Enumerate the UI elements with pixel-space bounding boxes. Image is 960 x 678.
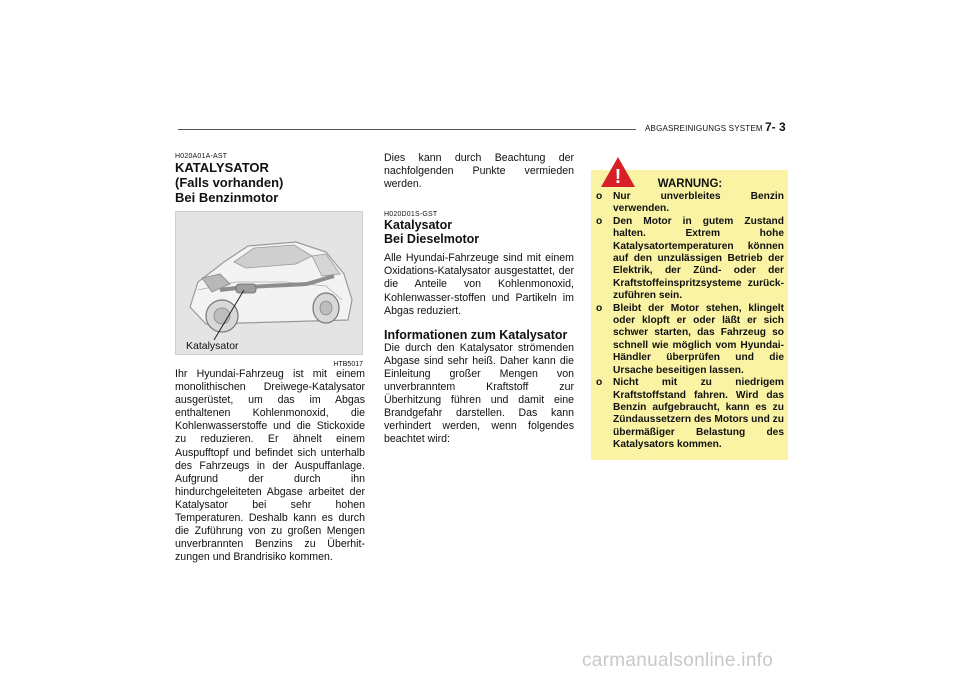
paragraph: Die durch den Katalysator strömenden Abgase sind sehr heiß. Daher kann die Einleitung großer Mengen von unverbranntem Kraftstoff zur Überhitzung führen und damit eine Brandgefahr darstellen. Das kann verhindert werden, wenn folgendes beachtet wird:: [384, 341, 574, 446]
bullet: o: [596, 191, 603, 202]
warning-item-text: Nicht mit zu niedrigem Kraftstoffstand fahren. Wird das Benzin aufgebraucht, kann es zu Zündaussetzern des Motors und zu übermäßiger Belastung des Katalysators kommen.: [613, 377, 784, 451]
section-header: ABGASREINIGUNGS SYSTEM: [645, 124, 763, 133]
title-line: Katalysator: [384, 218, 453, 233]
watermark: carmanualsonline.info: [582, 650, 774, 671]
warning-item: [596, 303, 784, 377]
bullet: o: [596, 377, 603, 389]
warning-box: [591, 170, 788, 460]
warning-item-text: Den Motor in gutem Zustand halten. Extrem hohe Katalysatortemperaturen können auf den unzulässigen Betrieb der Elektrik, der Zünd- oder der Kraftstoffeinspritzsysteme zurück-zuführen sein.: [613, 215, 784, 302]
icon-glyph: !: [614, 166, 622, 188]
warning-item-text: Nur unverbleites Benzin verwenden.: [613, 191, 784, 215]
image-label: Katalysator: [186, 340, 239, 352]
paragraph: Ihr Hyundai-Fahrzeug ist mit einem monolithischen Dreiwege-Katalysator ausgerüstet, um das im Abgas enthaltenen Kohlenmonoxid, die Kohlenwasserstoffe und die Stickoxide zu reduzieren. Er ähnelt einem Auspufftopf und befindet sich unterhalb des Fahrzeugs in der Auspuffanlage. Aufgrund der durch ihn hindurchgeleiteten Abgase arbeitet der Katalysator bei sehr hohen Temperaturen. Deshalb kann es durch die Zuführung von zu großen Mengen unverbrannten Benzins zu Überhit-zungen und Brandrisiko kommen.: [175, 368, 365, 564]
title-line: KATALYSATOR: [175, 160, 269, 175]
section-title: [175, 160, 365, 205]
warning-item-text: Bleibt der Motor stehen, klingelt oder klopft er oder läßt er sich schwer starten, das Fahrzeug so schnell wie möglich vom Hyundai-Händler überprüfen und die Ursache beseitigen lassen.: [613, 302, 784, 376]
section-title: [384, 218, 574, 246]
bullet: o: [596, 215, 603, 227]
header-rule: [178, 129, 636, 130]
column-middle: [384, 152, 574, 447]
subtitle: Informationen zum Katalysator: [384, 327, 568, 342]
intro-paragraph: Dies kann durch Beachtung der nachfolgenden Punkte vermieden werden.: [384, 152, 574, 191]
warning-item: [596, 191, 784, 216]
title-line: Bei Dieselmotor: [384, 232, 480, 247]
image-code: HTB5017: [333, 361, 363, 368]
page-number: 7- 3: [765, 120, 786, 134]
car-illustration: [175, 211, 363, 368]
title-line: (Falls vorhanden): [175, 175, 284, 190]
warning-title: WARNUNG:: [657, 178, 723, 190]
section-code: H020D01S-GST: [384, 211, 438, 219]
column-left: [175, 153, 365, 564]
paragraph: Alle Hyundai-Fahrzeuge sind mit einem Oxidations-Katalysator ausgestattet, der die Anteile von Kohlenmonoxid, Kohlenwasser-stoffen und Partikeln im Abgas reduziert.: [384, 252, 574, 317]
bullet: o: [596, 302, 603, 314]
exclamation-triangle-icon: [600, 156, 636, 188]
title-line: Bei Benzinmotor: [175, 190, 279, 205]
car-drawing: [176, 212, 362, 354]
warning-item: [596, 377, 784, 451]
warning-item: [596, 216, 784, 303]
section-code: H020A01A-AST: [175, 153, 228, 160]
